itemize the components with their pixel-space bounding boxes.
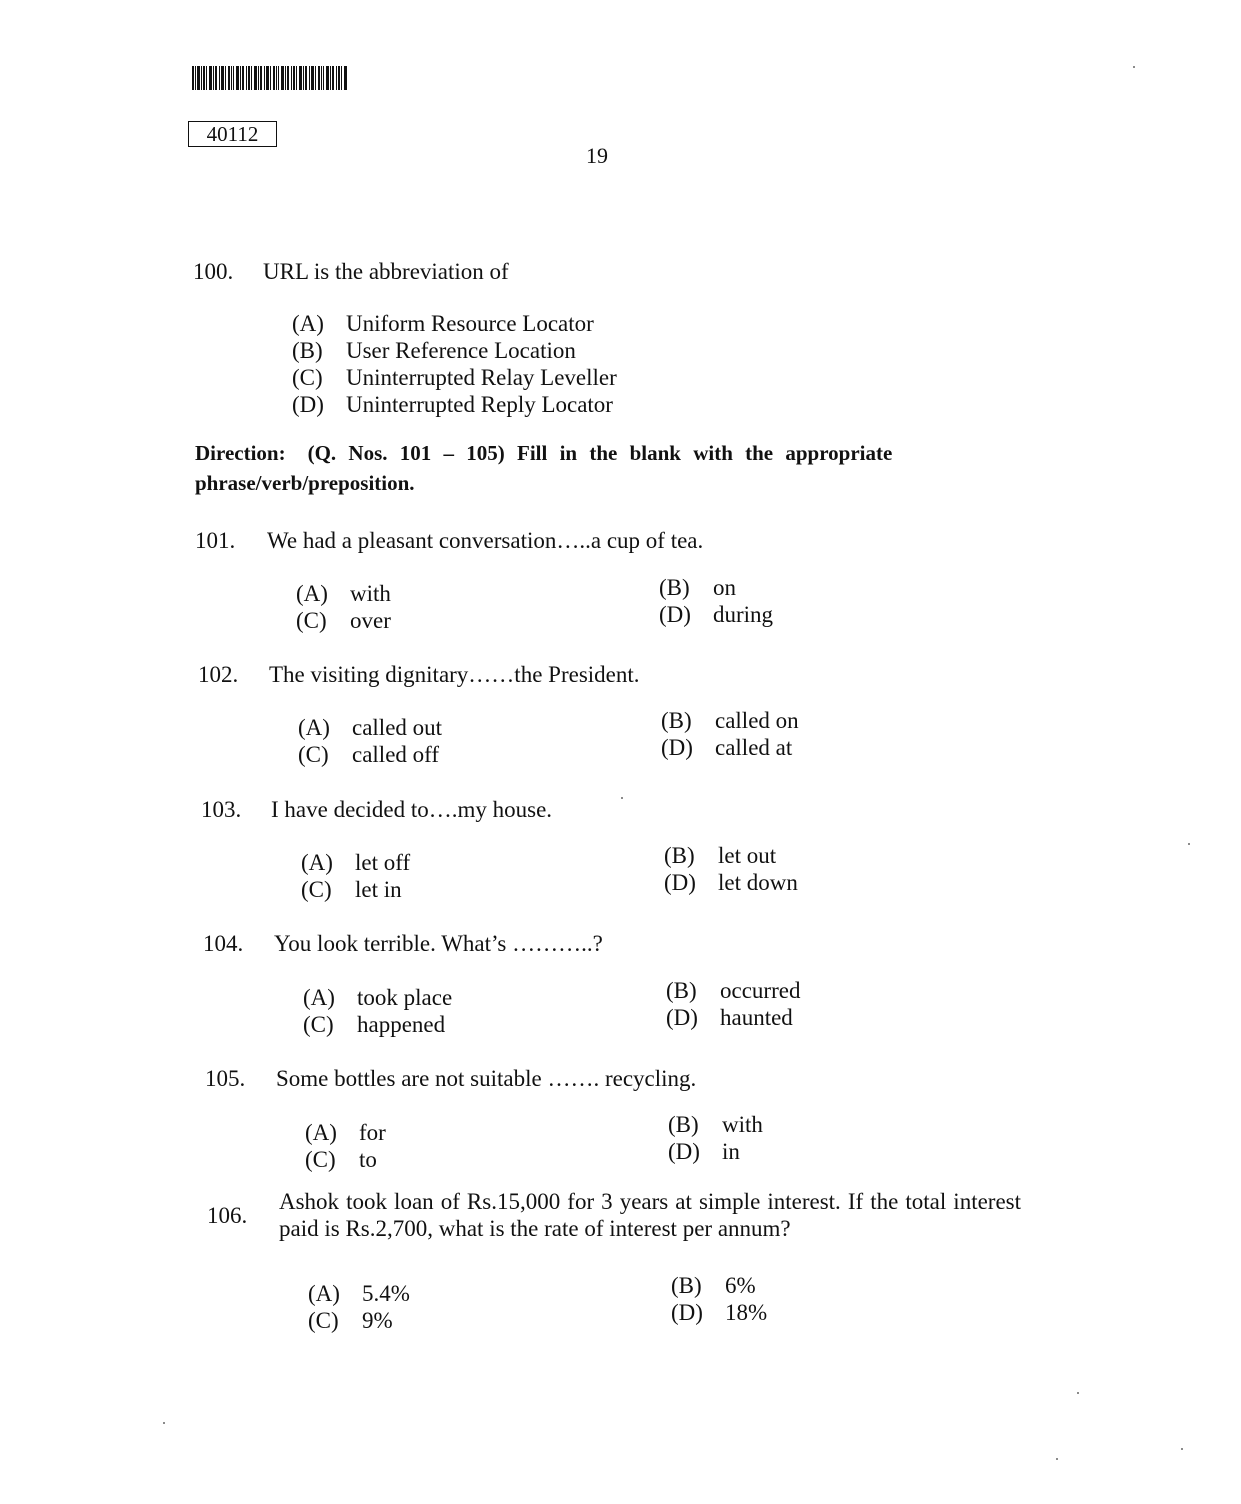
option-label: (B) <box>661 708 692 733</box>
option-a <box>308 1280 410 1307</box>
option-text: during <box>713 602 774 627</box>
scan-speck <box>1077 1392 1079 1394</box>
option-c <box>305 1146 377 1173</box>
option-text: occurred <box>720 978 801 1003</box>
option-text: called off <box>352 742 440 767</box>
scan-speck <box>621 797 623 799</box>
question-text: URL is the abbreviation of <box>263 259 509 284</box>
question-number: 106. <box>207 1203 248 1228</box>
option-d <box>664 869 798 896</box>
option-label: (C) <box>303 1012 334 1037</box>
question-number: 104. <box>203 931 244 956</box>
question-number: 103. <box>201 797 242 822</box>
option-b <box>664 842 776 869</box>
option-c <box>292 364 617 391</box>
option-text: happened <box>357 1012 446 1037</box>
direction-label: Direction: <box>195 441 286 465</box>
option-label: (A) <box>303 985 335 1010</box>
option-text: Uniform Resource Locator <box>346 311 594 336</box>
paper-code-box: 40112 <box>188 121 277 147</box>
option-label: (B) <box>666 978 697 1003</box>
option-text: 5.4% <box>362 1281 410 1306</box>
option-b <box>661 707 799 734</box>
option-label: (C) <box>301 877 332 902</box>
option-label: (D) <box>659 602 691 627</box>
scan-speck <box>1181 1448 1183 1450</box>
question-102 <box>198 661 898 691</box>
question-text: We had a pleasant conversation…..a cup of tea. <box>267 528 704 553</box>
scan-speck <box>1133 66 1135 68</box>
option-text: took place <box>357 985 453 1010</box>
option-c <box>298 741 439 768</box>
option-text: let in <box>355 877 402 902</box>
question-106 <box>207 1202 277 1232</box>
option-c <box>308 1307 393 1334</box>
question-number: 101. <box>195 528 236 553</box>
direction-block <box>195 438 1009 498</box>
option-text: called out <box>352 715 443 740</box>
option-b <box>666 977 800 1004</box>
option-text: to <box>359 1147 377 1172</box>
option-d <box>671 1299 767 1326</box>
option-a <box>292 310 594 337</box>
option-text: let off <box>355 850 411 875</box>
option-label: (C) <box>292 365 323 390</box>
option-text: with <box>722 1112 763 1137</box>
question-101 <box>195 527 895 557</box>
option-text: with <box>350 581 391 606</box>
option-label: (D) <box>666 1005 698 1030</box>
option-text: 9% <box>362 1308 393 1333</box>
option-label: (B) <box>664 843 695 868</box>
option-label: (A) <box>296 581 328 606</box>
option-text: 6% <box>725 1273 756 1298</box>
option-a <box>301 849 410 876</box>
option-label: (C) <box>298 742 329 767</box>
option-text: called on <box>715 708 799 733</box>
question-103 <box>201 796 901 826</box>
question-104 <box>203 930 903 960</box>
option-b <box>659 574 736 601</box>
option-label: (B) <box>292 338 323 363</box>
option-label: (A) <box>305 1120 337 1145</box>
option-label: (C) <box>308 1308 339 1333</box>
option-label: (B) <box>668 1112 699 1137</box>
question-text: I have decided to….my house. <box>271 797 553 822</box>
option-label: (A) <box>292 311 324 336</box>
barcode-image <box>192 66 348 90</box>
option-label: (A) <box>298 715 330 740</box>
option-c <box>301 876 402 903</box>
option-text: in <box>722 1139 740 1164</box>
option-label: (B) <box>671 1273 702 1298</box>
option-text: called at <box>715 735 793 760</box>
option-c <box>303 1011 445 1038</box>
question-105 <box>205 1065 905 1095</box>
option-label: (C) <box>296 608 327 633</box>
option-text: Uninterrupted Reply Locator <box>346 392 613 417</box>
scan-speck <box>163 1422 165 1424</box>
option-c <box>296 607 391 634</box>
question-text: You look terrible. What’s ………..? <box>274 931 603 956</box>
option-b <box>671 1272 756 1299</box>
option-a <box>303 984 452 1011</box>
option-text: over <box>350 608 391 633</box>
question-number: 102. <box>198 662 239 687</box>
question-number: 105. <box>205 1066 246 1091</box>
question-text: The visiting dignitary……the President. <box>269 662 640 687</box>
option-label: (A) <box>301 850 333 875</box>
option-label: (D) <box>668 1139 700 1164</box>
option-a <box>305 1119 386 1146</box>
option-text: let out <box>718 843 777 868</box>
direction-text: (Q. Nos. 101 – 105) Fill in the blank with the appropriate phrase/verb/preposition. <box>195 441 893 495</box>
option-label: (C) <box>305 1147 336 1172</box>
page-number: 19 <box>586 143 608 168</box>
option-d <box>292 391 613 418</box>
option-d <box>666 1004 793 1031</box>
question-text: Ashok took loan of Rs.15,000 for 3 years at simple interest. If the total interest paid is Rs.2,700, what is the rate of interest per annum? <box>279 1189 1021 1241</box>
option-text: haunted <box>720 1005 793 1030</box>
option-a <box>296 580 391 607</box>
option-text: let down <box>718 870 798 895</box>
option-label: (D) <box>661 735 693 760</box>
scan-speck <box>1056 1458 1058 1460</box>
option-text: User Reference Location <box>346 338 576 363</box>
option-text: Uninterrupted Relay Leveller <box>346 365 617 390</box>
option-text: on <box>713 575 736 600</box>
scan-speck <box>1188 843 1190 845</box>
option-label: (D) <box>664 870 696 895</box>
option-label: (D) <box>671 1300 703 1325</box>
option-label: (D) <box>292 392 324 417</box>
option-b <box>292 337 576 364</box>
option-label: (B) <box>659 575 690 600</box>
option-d <box>661 734 792 761</box>
option-label: (A) <box>308 1281 340 1306</box>
option-a <box>298 714 442 741</box>
question-number: 100. <box>193 259 234 284</box>
option-text: for <box>359 1120 386 1145</box>
option-text: 18% <box>725 1300 768 1325</box>
option-d <box>659 601 773 628</box>
option-b <box>668 1111 763 1138</box>
question-100 <box>193 258 893 288</box>
question-text: Some bottles are not suitable ……. recycling. <box>276 1066 697 1091</box>
option-d <box>668 1138 740 1165</box>
